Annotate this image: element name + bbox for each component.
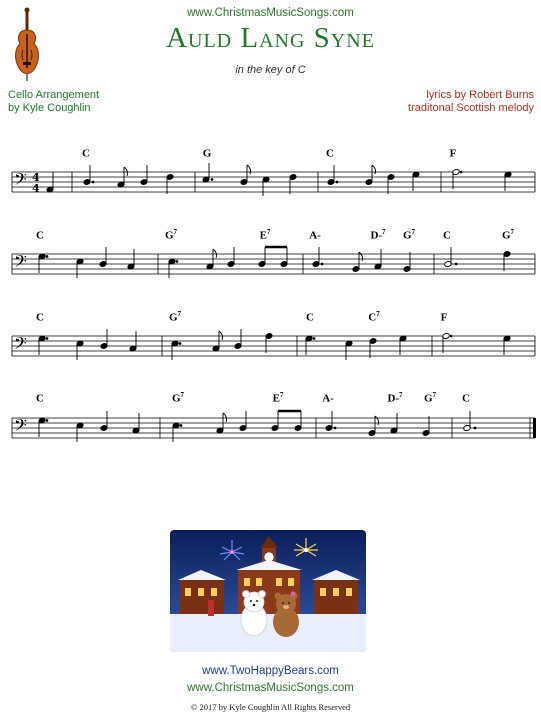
twohappybears-link[interactable]: www.TwoHappyBears.com <box>202 665 339 677</box>
chord-symbol: $G^7$ <box>423 391 437 405</box>
lyrics-credit <box>408 89 534 115</box>
arrangement-line1: Cello Arrangement <box>8 89 100 101</box>
chord-symbol: $G^7$ <box>402 228 416 242</box>
chord-symbol: $G^7$ <box>164 228 178 242</box>
arrangement-line2: by Kyle Coughlin <box>8 102 91 114</box>
bass-clef-icon: 𝄢 <box>14 251 27 275</box>
bass-clef-icon: 𝄢 <box>14 333 27 357</box>
staff-system-1 <box>0 160 541 200</box>
site-url-top[interactable]: www.ChristmasMusicSongs.com <box>187 7 354 19</box>
chord-symbol: C <box>306 311 314 324</box>
chord-symbol: C <box>462 392 470 405</box>
christmasmusicsongs-link[interactable]: www.ChristmasMusicSongs.com <box>187 682 354 694</box>
chord-symbol: D-$^7$ <box>370 228 386 242</box>
bass-clef-icon: 𝄢 <box>14 169 27 193</box>
chord-symbol: $G^7$ <box>168 310 182 324</box>
key-note: in the key of C <box>235 64 306 76</box>
chord-symbol: $G^7$ <box>501 228 515 242</box>
bass-clef-icon: 𝄢 <box>14 415 27 439</box>
chord-symbol: $G^7$ <box>171 391 185 405</box>
chord-symbol: C <box>36 311 44 324</box>
chord-symbol: $C^7$ <box>368 310 380 324</box>
chord-symbol: C <box>36 392 44 405</box>
copyright-text: © 2017 by Kyle Coughlin All Rights Reserved <box>190 702 351 712</box>
chord-symbol: F <box>449 147 457 160</box>
time-sig-top: 4 <box>32 171 40 184</box>
winter-village-bears-illustration <box>170 530 366 652</box>
chord-symbol: $E^7$ <box>272 391 284 405</box>
chord-symbol: C <box>443 229 451 242</box>
chord-symbol: C <box>326 147 334 160</box>
melody-credit-line: traditonal Scottish melody <box>408 102 534 114</box>
time-sig-bottom: 4 <box>32 182 40 195</box>
arrangement-credit <box>8 89 99 115</box>
staff-system-4 <box>0 406 541 446</box>
chord-symbol: C <box>36 229 44 242</box>
staff-system-2 <box>0 242 541 282</box>
chord-symbol: A- <box>309 229 321 242</box>
chord-symbol: G <box>202 147 212 160</box>
staff-system-3 <box>0 324 541 364</box>
lyrics-credit-line: lyrics by Robert Burns <box>426 89 534 101</box>
chord-symbol: D-$^7$ <box>387 391 403 405</box>
chord-symbol: A- <box>322 392 334 405</box>
chord-symbol: F <box>440 311 448 324</box>
chord-symbol: C <box>82 147 90 160</box>
chord-symbol: $E^7$ <box>259 228 271 242</box>
page-title: Auld Lang Syne <box>166 22 375 54</box>
